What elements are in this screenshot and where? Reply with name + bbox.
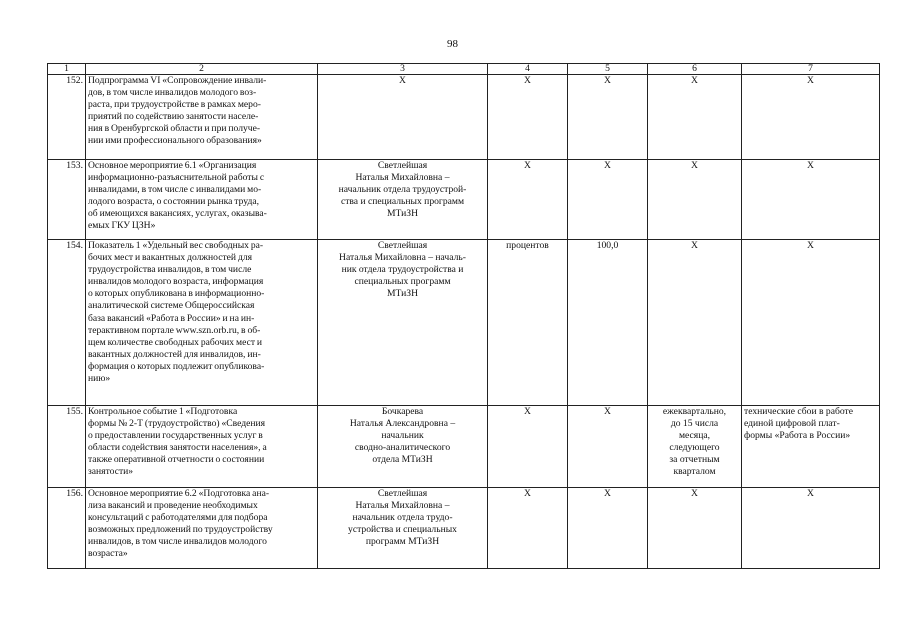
column-header: 5 [568, 64, 648, 75]
column-header: 3 [318, 64, 488, 75]
column-header: 4 [488, 64, 568, 75]
row-risk: Х [742, 488, 880, 569]
table-row [48, 75, 880, 160]
row-number: 154. [48, 240, 86, 406]
row-risk: технические сбои в работе единой цифровой плат- формы «Работа в России» [742, 406, 880, 488]
row-description: Контрольное событие 1 «Подготовка формы № 2-Т (трудоустройство) «Сведения о предоставлении государственных услуг в области содействия занятости населения», а также оперативной отчетности о состоянии занятости» [86, 406, 318, 488]
row-deadline: Х [648, 160, 742, 240]
row-description: Основное мероприятие 6.2 «Подготовка ана- лиза вакансий и проведение необходимых консультаций с работодателями для подбора возможных предложений по трудоустройству инвалидов, в том числе инвалидов молодого возраста» [86, 488, 318, 569]
row-unit: процентов [488, 240, 568, 406]
document-table [47, 63, 880, 569]
row-description: Основное мероприятие 6.1 «Организация информационно-разъяснительной работы с инвалидами, в том числе с инвалидами мо- лодого возраста, о состоянии рынка труда, об имеющихся вакансиях, услугах, оказыва- емых ГКУ ЦЗН» [86, 160, 318, 240]
row-risk: Х [742, 240, 880, 406]
row-unit: Х [488, 75, 568, 160]
row-deadline: ежеквартально, до 15 числа месяца, следующего за отчетным кварталом [648, 406, 742, 488]
row-value: 100,0 [568, 240, 648, 406]
table-row [48, 406, 880, 488]
row-unit: Х [488, 406, 568, 488]
page-number: 98 [447, 38, 458, 50]
row-value: Х [568, 406, 648, 488]
row-value: Х [568, 75, 648, 160]
table-row [48, 160, 880, 240]
row-description: Показатель 1 «Удельный вес свободных ра- бочих мест и вакантных должностей для трудоустройства инвалидов, в том числе инвалидов молодого возраста, информация о которых опубликована в информационно- аналитической системе Общероссийская база вакансий «Работа в России» и на ин- терактивном портале www.szn.orb.ru, в об- щем количестве свободных рабочих мест и вакантных должностей для инвалидов, ин- формация о которых подлежит опубликова- нию» [86, 240, 318, 406]
row-deadline: Х [648, 75, 742, 160]
row-value: Х [568, 488, 648, 569]
row-value: Х [568, 160, 648, 240]
row-deadline: Х [648, 488, 742, 569]
column-header: 6 [648, 64, 742, 75]
row-number: 153. [48, 160, 86, 240]
column-header: 7 [742, 64, 880, 75]
row-responsible: Х [318, 75, 488, 160]
column-header: 1 [48, 64, 86, 75]
table-row [48, 240, 880, 406]
row-unit: Х [488, 160, 568, 240]
row-responsible: Светлейшая Наталья Михайловна – начальник отдела трудо- устройства и специальных программ МТиЗН [318, 488, 488, 569]
row-number: 155. [48, 406, 86, 488]
row-risk: Х [742, 160, 880, 240]
column-header: 2 [86, 64, 318, 75]
row-number: 156. [48, 488, 86, 569]
row-number: 152. [48, 75, 86, 160]
table-row [48, 488, 880, 569]
row-description: Подпрограмма VI «Сопровождение инвали- дов, в том числе инвалидов молодого воз- раста, при трудоустройстве в рамках меро- приятий по содействию занятости населе- ния в Оренбургской области и при получе- нии ими профессионального образования» [86, 75, 318, 160]
table-header-row [48, 64, 880, 75]
row-responsible: Светлейшая Наталья Михайловна – началь- ник отдела трудоустройства и специальных программ МТиЗН [318, 240, 488, 406]
row-unit: Х [488, 488, 568, 569]
row-responsible: Бочкарева Наталья Александровна – начальник сводно-аналитического отдела МТиЗН [318, 406, 488, 488]
row-risk: Х [742, 75, 880, 160]
row-responsible: Светлейшая Наталья Михайловна – начальник отдела трудоустрой- ства и специальных программ МТиЗН [318, 160, 488, 240]
row-deadline: Х [648, 240, 742, 406]
